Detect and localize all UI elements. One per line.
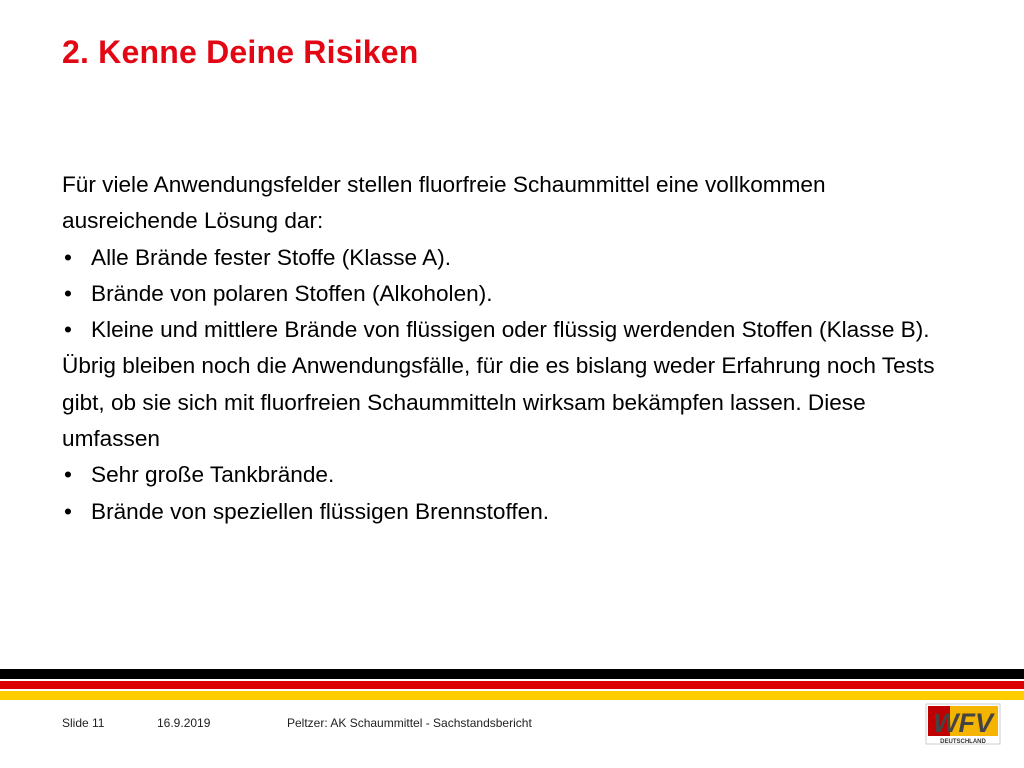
footer-caption: Peltzer: AK Schaummittel - Sachstandsbericht: [287, 716, 532, 730]
bullet-list-a: [62, 240, 962, 349]
bullet-text: Sehr große Tankbrände.: [91, 462, 335, 488]
bullet-icon: •: [64, 280, 72, 306]
logo-text: WFV: [933, 708, 993, 738]
bullet-item: [62, 494, 962, 530]
slide-date: 16.9.2019: [157, 716, 211, 730]
bullet-text: Brände von speziellen flüssigen Brennstoffen.: [91, 498, 550, 524]
logo-subtext: DEUTSCHLAND: [940, 739, 986, 745]
bullet-icon: •: [64, 498, 72, 524]
slide-number: Slide 11: [62, 716, 105, 730]
bullet-icon: •: [64, 317, 72, 343]
bullet-item: [62, 457, 962, 493]
bullet-icon: •: [64, 462, 72, 488]
flag-stripe-red: [0, 681, 1024, 689]
slide-title: 2. Kenne Deine Risiken: [62, 34, 419, 70]
bullet-item: [62, 312, 962, 348]
bullet-list-b: [62, 457, 962, 530]
bullet-item: [62, 276, 962, 312]
bullet-text: Kleine und mittlere Brände von flüssigen oder flüssig werdenden Stoffen (Klasse B).: [91, 317, 930, 343]
bullet-icon: •: [64, 244, 72, 270]
flag-stripe-gold: [0, 691, 1024, 700]
bullet-text: Alle Brände fester Stoffe (Klasse A).: [91, 244, 452, 270]
middle-paragraph: Übrig bleiben noch die Anwendungsfälle, für die es bislang weder Erfahrung noch Tests gibt, ob sie sich mit fluorfreien Schaummitteln wirksam bekämpfen lassen. Diese umfassen: [62, 353, 935, 452]
intro-paragraph: Für viele Anwendungsfelder stellen fluorfreie Schaummittel eine vollkommen ausreichende Lösung dar:: [62, 172, 826, 234]
bullet-item: [62, 240, 962, 276]
wfv-logo: [924, 702, 1002, 746]
slide-body: [62, 167, 962, 530]
bullet-text: Brände von polaren Stoffen (Alkoholen).: [91, 280, 493, 306]
flag-stripe-black: [0, 669, 1024, 679]
